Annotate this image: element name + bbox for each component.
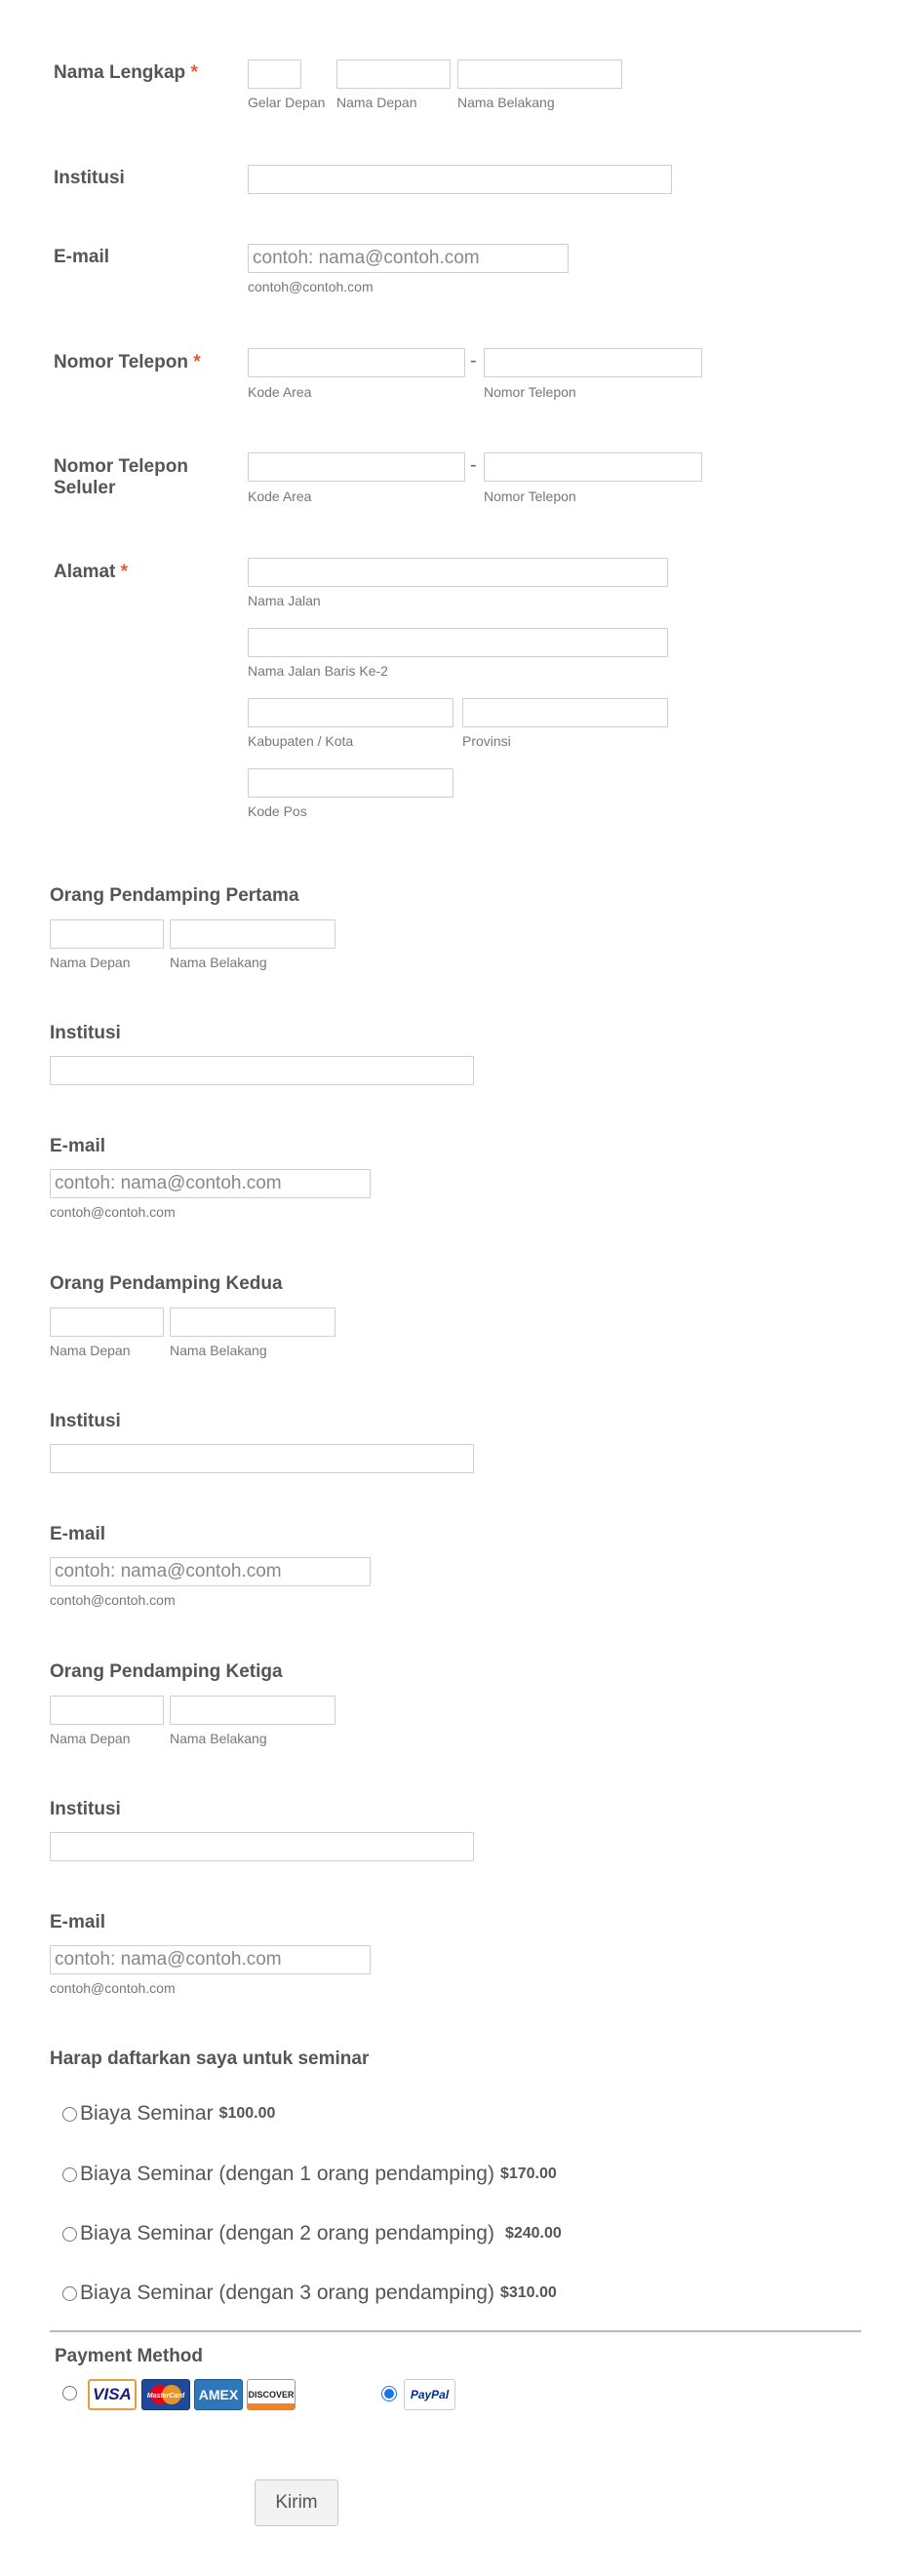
- companion3-email-placeholder: contoh: nama@contoh.com: [55, 1949, 282, 1970]
- phone-label-text: Nomor Telepon: [54, 352, 188, 372]
- institution-input[interactable]: [248, 165, 672, 194]
- companion1-email-label: E-mail: [50, 1136, 106, 1156]
- companion1-title: Orang Pendamping Pertama: [50, 885, 299, 906]
- phone-number-input[interactable]: [484, 348, 702, 377]
- institution-label: Institusi: [54, 168, 125, 188]
- companion2-institution-input[interactable]: [50, 1444, 474, 1473]
- city-sublabel: Kabupaten / Kota: [248, 733, 354, 749]
- option-label: Biaya Seminar (dengan 2 orang pendamping): [80, 2222, 494, 2244]
- first-name-sublabel: Nama Depan: [336, 95, 417, 110]
- companion2-first-sublabel: Nama Depan: [50, 1343, 131, 1358]
- companion3-institution-label: Institusi: [50, 1799, 121, 1819]
- phone-separator: -: [470, 350, 477, 371]
- companion2-last-sublabel: Nama Belakang: [170, 1343, 267, 1358]
- zip-input[interactable]: [248, 768, 454, 798]
- mobile-number-sublabel: Nomor Telepon: [484, 488, 576, 504]
- submit-button[interactable]: Kirim: [255, 2479, 338, 2526]
- mastercard-logo: [144, 2383, 187, 2406]
- phone-label: [54, 352, 201, 373]
- companion3-institution-input[interactable]: [50, 1832, 474, 1861]
- mobile-label: [54, 456, 188, 499]
- companion1-first-sublabel: Nama Depan: [50, 955, 131, 970]
- seminar-option-1[interactable]: [62, 2102, 275, 2126]
- address-label-text: Alamat: [54, 562, 116, 582]
- radio-button[interactable]: [62, 2167, 77, 2182]
- paypal-radio[interactable]: [381, 2386, 397, 2401]
- mastercard-icon: [141, 2379, 190, 2410]
- mobile-label-line2: Seluler: [54, 478, 116, 498]
- companion3-email-label: E-mail: [50, 1912, 106, 1932]
- mobile-number-input[interactable]: [484, 452, 702, 482]
- email-hint: contoh@contoh.com: [248, 279, 374, 294]
- companion1-first-name-input[interactable]: [50, 919, 164, 949]
- radio-button[interactable]: [62, 2107, 77, 2122]
- companion2-title: Orang Pendamping Kedua: [50, 1273, 283, 1294]
- option-price: $310.00: [499, 2284, 557, 2301]
- companion2-first-name-input[interactable]: [50, 1308, 164, 1337]
- street-input[interactable]: [248, 558, 668, 587]
- radio-button[interactable]: [62, 2286, 77, 2301]
- mobile-area-input[interactable]: [248, 452, 465, 482]
- seminar-option-2[interactable]: [62, 2163, 557, 2186]
- companion3-last-sublabel: Nama Belakang: [170, 1731, 267, 1746]
- email-input[interactable]: [248, 244, 569, 273]
- phone-number-sublabel: Nomor Telepon: [484, 384, 576, 400]
- companion3-first-name-input[interactable]: [50, 1696, 164, 1725]
- amex-card-icon: [194, 2379, 243, 2410]
- option-price: $240.00: [504, 2225, 562, 2242]
- divider: [50, 2330, 861, 2332]
- companion1-last-name-input[interactable]: [170, 919, 335, 949]
- last-name-input[interactable]: [457, 59, 622, 89]
- companion1-last-sublabel: Nama Belakang: [170, 955, 267, 970]
- companion1-email-hint: contoh@contoh.com: [50, 1204, 176, 1220]
- street-sublabel: Nama Jalan: [248, 593, 321, 608]
- required-mark: *: [120, 562, 129, 582]
- city-input[interactable]: [248, 698, 454, 727]
- discover-stripe: [248, 2403, 295, 2409]
- phone-area-input[interactable]: [248, 348, 465, 377]
- option-label: Biaya Seminar: [80, 2102, 214, 2125]
- companion1-institution-label: Institusi: [50, 1023, 121, 1043]
- province-sublabel: Provinsi: [462, 733, 511, 749]
- companion3-email-input[interactable]: [50, 1945, 371, 1974]
- companion2-email-label: E-mail: [50, 1524, 106, 1544]
- companion2-email-input[interactable]: [50, 1557, 371, 1586]
- companion1-email-placeholder: contoh: nama@contoh.com: [55, 1173, 282, 1193]
- required-mark: *: [193, 352, 201, 372]
- full-name-label-text: Nama Lengkap: [54, 62, 186, 83]
- companion2-email-hint: contoh@contoh.com: [50, 1592, 176, 1608]
- paypal-text: PayPal: [410, 2388, 450, 2401]
- first-name-input[interactable]: [336, 59, 451, 89]
- phone-area-sublabel: Kode Area: [248, 384, 312, 400]
- companion1-email-input[interactable]: [50, 1169, 371, 1198]
- visa-card-icon: [88, 2379, 137, 2410]
- seminar-option-3[interactable]: [62, 2222, 562, 2245]
- companion3-first-sublabel: Nama Depan: [50, 1731, 131, 1746]
- companion1-institution-input[interactable]: [50, 1056, 474, 1085]
- amex-text: AMEX: [198, 2387, 239, 2402]
- title-sublabel: Gelar Depan: [248, 95, 326, 110]
- mobile-label-line1: Nomor Telepon: [54, 456, 188, 477]
- credit-card-radio[interactable]: [62, 2386, 77, 2400]
- zip-sublabel: Kode Pos: [248, 803, 307, 819]
- companion3-email-hint: contoh@contoh.com: [50, 1980, 176, 1996]
- required-mark: *: [190, 62, 198, 83]
- mobile-separator: -: [470, 454, 477, 476]
- radio-button[interactable]: [62, 2227, 77, 2242]
- title-input[interactable]: [248, 59, 301, 89]
- street2-input[interactable]: [248, 628, 668, 657]
- last-name-sublabel: Nama Belakang: [457, 95, 555, 110]
- companion2-email-placeholder: contoh: nama@contoh.com: [55, 1561, 282, 1581]
- companion3-last-name-input[interactable]: [170, 1696, 335, 1725]
- email-label: E-mail: [54, 247, 110, 267]
- mobile-area-sublabel: Kode Area: [248, 488, 312, 504]
- option-price: $100.00: [218, 2105, 276, 2122]
- paypal-icon: [404, 2379, 455, 2410]
- svg-text:MasterCard: MasterCard: [146, 2393, 185, 2400]
- province-input[interactable]: [462, 698, 668, 727]
- address-label: [54, 562, 128, 583]
- email-placeholder: contoh: nama@contoh.com: [253, 248, 480, 268]
- companion3-title: Orang Pendamping Ketiga: [50, 1661, 283, 1682]
- visa-text: VISA: [93, 2385, 132, 2403]
- option-price: $170.00: [499, 2166, 557, 2182]
- companion2-institution-label: Institusi: [50, 1411, 121, 1431]
- option-label: Biaya Seminar (dengan 1 orang pendamping): [80, 2163, 494, 2185]
- option-label: Biaya Seminar (dengan 3 orang pendamping): [80, 2282, 494, 2304]
- street2-sublabel: Nama Jalan Baris Ke-2: [248, 663, 388, 679]
- payment-method-title: Payment Method: [55, 2346, 204, 2366]
- discover-text: DISCOVER: [248, 2390, 295, 2400]
- seminar-title: Harap daftarkan saya untuk seminar: [50, 2049, 370, 2069]
- companion2-last-name-input[interactable]: [170, 1308, 335, 1337]
- radio-selected-dot: [384, 2389, 394, 2399]
- full-name-label: [54, 62, 198, 84]
- discover-card-icon: [247, 2379, 296, 2410]
- seminar-option-4[interactable]: [62, 2282, 557, 2305]
